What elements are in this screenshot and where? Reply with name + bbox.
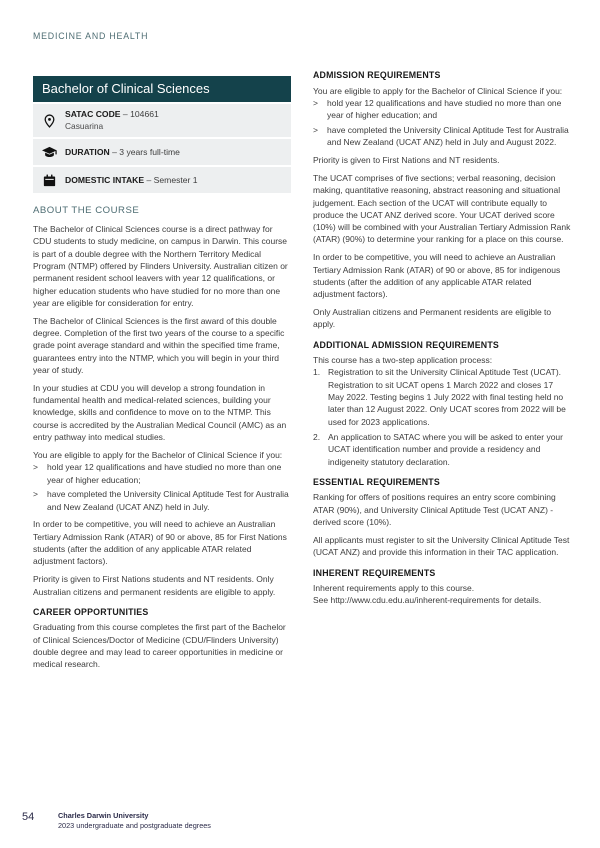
section-heading-about: ABOUT THE COURSE xyxy=(33,205,140,217)
essential-paragraph-2: All applicants must register to sit the University Clinical Aptitude Test (UCAT ANZ) and provide this information in their TAC application. xyxy=(313,534,570,558)
about-bullet-list xyxy=(33,461,291,513)
step-number: 2. xyxy=(313,432,321,442)
bullet-marker: > xyxy=(313,97,318,108)
bullet-item xyxy=(33,461,291,486)
bullet-text: hold year 12 qualifications and have studied no more than one year of higher education; and xyxy=(327,97,562,121)
application-steps xyxy=(313,366,571,468)
step-text: Registration to sit the University Clinical Aptitude Test (UCAT). Registration to sit UCAT opens 1 March 2022 and closes 17 May 2022. Testing begins 1 July 2022 with final testing held no later than 12 August 2022. Only UCAT scores from 2022 will be used for 2023 applications. xyxy=(328,367,566,427)
about-eligibility-intro: You are eligible to apply for the Bachelor of Clinical Science if you: xyxy=(33,449,283,460)
about-paragraph-2: The Bachelor of Clinical Sciences is the first award of this double degree. Completion of the first two years of the course to a specific grade point average standard and within the specified time frame, guarantees entry into the NTMP, which you will begin in your third year of study. xyxy=(33,315,285,376)
admission-priority: Priority is given to First Nations and NT residents. xyxy=(313,155,500,166)
admission-bullet-list xyxy=(313,97,571,149)
fact-row-domestic-intake xyxy=(33,167,291,193)
column-left xyxy=(33,76,291,676)
course-card xyxy=(33,76,291,193)
location-pin-icon xyxy=(33,114,65,128)
inherent-paragraph-2: See http://www.cdu.edu.au/inherent-requirements for details. xyxy=(313,595,542,606)
career-paragraph: Graduating from this course completes the first part of the Bachelor of Clinical Sciences/Doctor of Medicine (CDU/Flinders University) double degree and may lead to career opportunities in medicine or medical research. xyxy=(33,622,286,670)
fact-label: DOMESTIC INTAKE xyxy=(65,174,145,185)
bullet-text: hold year 12 qualifications and have studied no more than one year of higher education; xyxy=(47,462,282,485)
section-heading-career: CAREER OPPORTUNITIES xyxy=(33,606,149,617)
fact-row-duration xyxy=(33,139,291,165)
fact-value: – Semester 1 xyxy=(144,174,198,185)
page-footer xyxy=(22,811,211,831)
bullet-item xyxy=(313,97,571,122)
footer-subtitle: 2023 undergraduate and postgraduate degrees xyxy=(58,821,211,831)
bullet-item xyxy=(33,488,291,513)
bullet-item xyxy=(313,124,571,149)
graduation-cap-icon xyxy=(33,146,65,159)
footer-brand: Charles Darwin University xyxy=(58,811,149,820)
step-number: 1. xyxy=(313,367,321,378)
essential-paragraph-1: Ranking for offers of positions requires an entry score combining ATAR (90%), and University Clinical Aptitude Test (UCAT ANZ) - derived score (10%). xyxy=(313,492,556,528)
fact-value: – 3 years full-time xyxy=(109,146,180,157)
additional-intro: This course has a two-step application process: xyxy=(313,355,493,366)
course-title: Bachelor of Clinical Sciences xyxy=(33,76,291,102)
numbered-step xyxy=(313,431,571,468)
bullet-marker: > xyxy=(33,489,38,500)
fact-label: DURATION xyxy=(65,146,110,157)
fact-sublabel: Casuarina xyxy=(65,121,104,132)
numbered-step xyxy=(313,366,571,428)
about-paragraph-5: In order to be competitive, you will need to achieve an Australian Tertiary Admission Rank (ATAR) of 90 or above, 85 for First Nations students (after the addition of any applicable ATAR related adjustment factors). xyxy=(33,519,287,567)
calendar-icon xyxy=(33,174,65,187)
admission-competitive: In order to be competitive, you will need to achieve an Australian Tertiary Admission Rank (ATAR) of 90 or above, 85 for indigenous students (after the addition of any applicable ATAR related adjustment factors). xyxy=(313,252,561,300)
fact-value: – 104661 xyxy=(120,109,159,119)
inherent-paragraph-1: Inherent requirements apply to this course. xyxy=(313,583,475,593)
bullet-text: have completed the University Clinical Aptitude Test for Australia and New Zealand (UCAT ANZ) held in July. xyxy=(47,489,289,512)
bullet-marker: > xyxy=(313,124,318,135)
section-heading-essential: ESSENTIAL REQUIREMENTS xyxy=(313,476,440,487)
bullet-marker: > xyxy=(33,462,38,473)
admission-intro: You are eligible to apply for the Bachelor of Clinical Science if you: xyxy=(313,85,563,96)
page-number: 54 xyxy=(22,811,35,823)
admission-ucat: The UCAT comprises of five sections; verbal reasoning, decision making, quantitative reasoning, abstract reasoning and situational judgement. Each section of the UCAT will contribute equally to produce the UCAT ANZ derived score. Your UCAT derived score (10%) will be combined with your Australian Tertiary Admission Rank (ATAR) (90%) to determine your ranking for a place on this course. xyxy=(313,172,571,245)
fact-label: SATAC CODE xyxy=(65,109,121,119)
section-heading-additional-admission: ADDITIONAL ADMISSION REQUIREMENTS xyxy=(313,339,499,350)
section-heading-admission: ADMISSION REQUIREMENTS xyxy=(313,70,441,80)
fact-row-satac-code xyxy=(33,104,291,137)
step-text: An application to SATAC where you will be asked to enter your UCAT identification number and provide a residency and indigeneity statutory declaration. xyxy=(328,432,563,467)
category-label: MEDICINE AND HEALTH xyxy=(33,31,149,41)
section-heading-inherent: INHERENT REQUIREMENTS xyxy=(313,567,436,578)
about-paragraph-1: The Bachelor of Clinical Sciences course is a direct pathway for CDU students to study medicine, on campus in Darwin. This course is part of a double degree with the Northern Territory Medical Program (NTMP) offered by Flinders University. Australian citizen or permanent resident school leavers with year 12 qualifications, or higher education students who have studied for no more than one year are eligible for consideration for entry. xyxy=(33,224,288,308)
about-paragraph-3: In your studies at CDU you will develop a strong foundation in fundamental health and medical-related sciences, building your knowledge, skills and confidence to move on to the NTMP. This course is accredited by the Australian Medical Council (AMC) as an entry pathway into medical studies. xyxy=(33,382,287,443)
admission-citizens: Only Australian citizens and Permanent residents are eligible to apply. xyxy=(313,307,552,330)
bullet-text: have completed the University Clinical Aptitude Test for Australia and New Zealand (UCAT ANZ) held in July and August 2022. xyxy=(327,124,569,148)
column-right xyxy=(313,70,571,612)
about-paragraph-6: Priority is given to First Nations students and NT residents. Only Australian citizens and permanent residents are eligible to apply. xyxy=(33,574,276,597)
